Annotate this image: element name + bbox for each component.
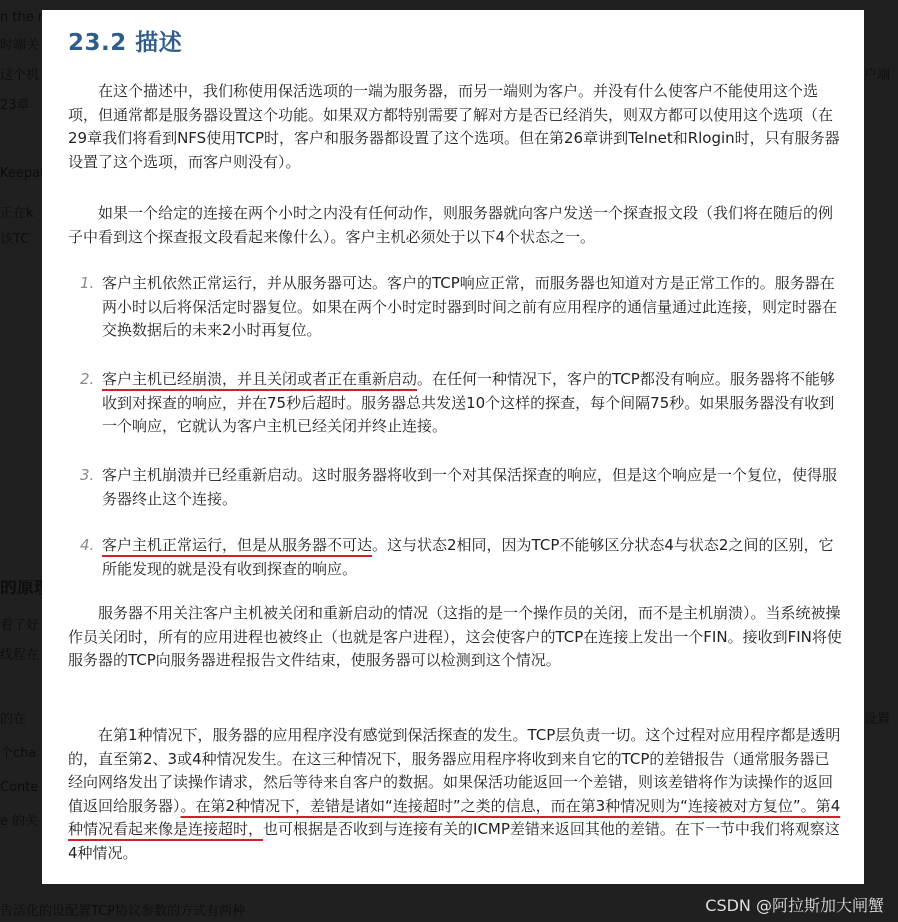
list-item-number: 2. — [80, 370, 95, 388]
list-item-number: 1. — [80, 274, 95, 292]
paragraph-intro: 在这个描述中，我们称使用保活选项的一端为服务器，而另一端则为客户。并没有什么使客户不能使用这个选项，但通常都是服务器设置这个功能。如果双方都特别需要了解对方是否已经消失，则双方都可以使用这个选项（在29章我们将看到NFS使用TCP时，客户和服务器都设置了这个选项。但在第26章讲到Telnet和Rlogin时，只有服务器设置了这个选项，而客户则没有）。 — [68, 82, 840, 171]
watermark: CSDN @阿拉斯加大闸蟹 — [705, 896, 884, 915]
list-item-number: 4. — [80, 536, 95, 554]
list-item-number: 3. — [80, 466, 95, 484]
paragraph-text: 在第1种情况下，服务器的应用程序没有感觉到保活探查的发生。TCP层负责一切。这个过程对应用程序都是透明的，直至第2、3或4种情况发生。在这三种情况下，服务器应用程序将收到来自它的TCP的差错报告（通常服务器已经向网络发出了读操作请求，然后等待来自客户的数据。如果保活功能返回一个差错，则该差错将作为读操作的返回值返回给服务器） — [68, 726, 841, 815]
list-item-text: 客户主机依然正常运行，并从服务器可达。客户的TCP响应正常，而服务器也知道对方是正常工作的。服务器在两小时以后将保活定时器复位。如果在两个小时定时器到时间之前有应用程序的通信量通过此连接，则定时器在交换数据后的未来2小时再复位。 — [102, 274, 838, 339]
underlined-text: 客户主机已经崩溃，并且关闭或者正在重新启动 — [102, 370, 418, 388]
paragraph-cases — [68, 724, 844, 865]
list-item-text: 。在任何一种情况下，客户的TCP都没有响应。服务器将不能够收到对探查的响应，并在75秒后超时。服务器总共发送10个这样的探查，每个间隔75秒。如果服务器没有收到一个响应，它就认为客户主机已经关闭并终止连接。 — [102, 370, 835, 435]
paragraph-text: 也可根据是否收到与连接有关的ICMP差错来返回其他的差错。在下一节中我们将观察这4种情况。 — [68, 820, 840, 862]
list-item — [80, 272, 844, 343]
list-item-text: 客户主机崩溃并已经重新启动。这时服务器将收到一个对其保活探查的响应，但是这个响应是一个复位，使得服务器终止这个连接。 — [102, 466, 838, 508]
underlined-text: 。在第2种情况下，差错是诸如“连接超时”之类的信息，而在第3种情况则为“连接被对方复位”。第4种情况看起来像是连接超时， — [68, 796, 841, 838]
list-item-text: 。这与状态2相同，因为TCP不能够区分状态4与状态2之间的区别，它所能发现的就是没有收到探查的响应。 — [102, 536, 834, 578]
paragraph-probe: 如果一个给定的连接在两个小时之内没有任何动作，则服务器就向客户发送一个探查报文段（我们将在随后的例子中看到这个探查报文段看起来像什么）。客户主机必须处于以下4个状态之一。 — [68, 204, 834, 246]
list-item — [80, 368, 844, 439]
paragraph-shutdown: 服务器不用关注客户主机被关闭和重新启动的情况（这指的是一个操作员的关闭，而不是主机崩溃）。当系统被操作员关闭时，所有的应用进程也被终止（也就是客户进程），这会使客户的TCP在连接上发出一个FIN。接收到FIN将使服务器的TCP向服务器进程报告文件结束，使服务器可以检测到这个情况。 — [68, 604, 842, 669]
document-page — [42, 10, 864, 884]
list-item — [80, 464, 844, 511]
section-heading: 23.2 描述 — [68, 30, 183, 56]
underlined-text: 客户主机正常运行，但是从服务器不可达 — [102, 536, 373, 554]
list-item — [80, 534, 844, 581]
